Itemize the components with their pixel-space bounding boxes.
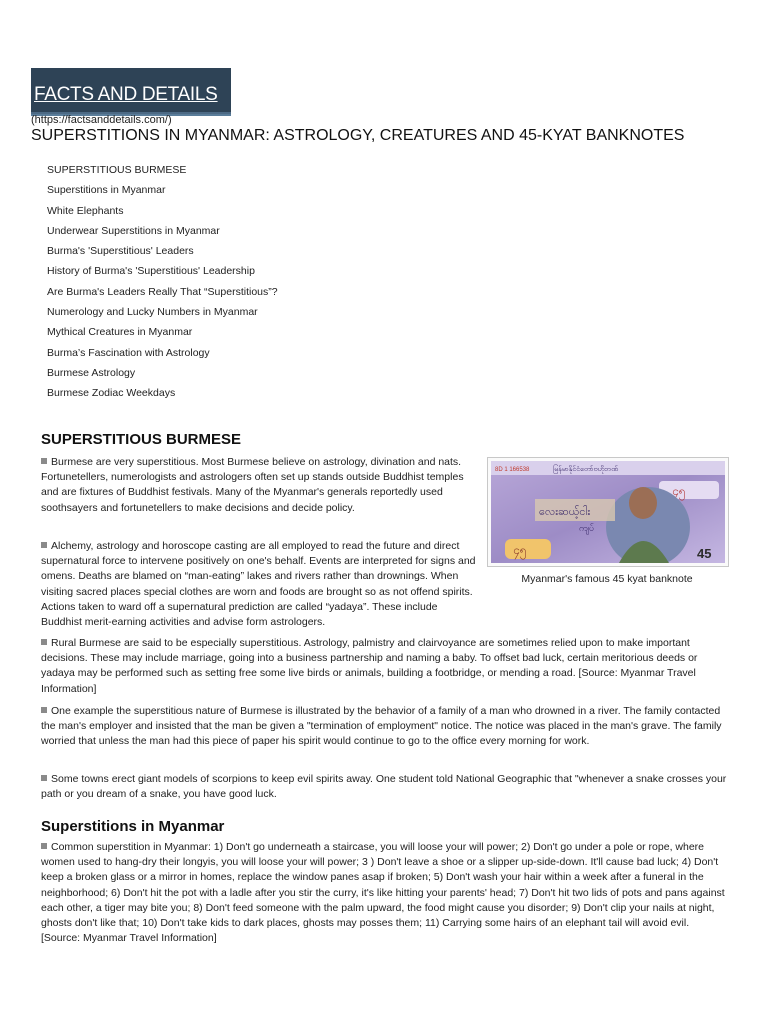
toc-item[interactable]: Burmese Zodiac Weekdays (47, 387, 176, 400)
banknote-burmese-kyat: ကျပ် (579, 524, 595, 534)
page-title: SUPERSTITIONS IN MYANMAR: ASTROLOGY, CREATURES AND 45-KYAT BANKNOTES (31, 127, 685, 144)
bullet-icon (41, 458, 47, 464)
table-of-contents (47, 160, 278, 404)
toc-item[interactable]: Burmese Astrology (47, 366, 136, 379)
banknote-burmese-amount: လေးဆယ့်ငါး (539, 505, 591, 518)
numeral-glyph-top: ၄၅ (672, 484, 686, 498)
serial-number: 8D 1 166538 (495, 467, 530, 473)
section-heading-superstitions-in-myanmar: Superstitions in Myanmar (41, 818, 225, 835)
toc-item[interactable]: Burma's 'Superstitious' Leaders (47, 245, 194, 258)
toc-item[interactable]: Numerology and Lucky Numbers in Myanmar (47, 306, 258, 319)
toc-item[interactable]: Are Burma's Leaders Really That “Superstitious”? (47, 285, 278, 298)
figure-caption: Myanmar's famous 45 kyat banknote (521, 573, 693, 585)
banknote-image (491, 461, 725, 563)
bullet-icon (41, 639, 47, 645)
section-heading-superstitious-burmese: SUPERSTITIOUS BURMESE (41, 431, 242, 448)
bullet-icon (41, 542, 47, 548)
toc-item[interactable]: Underwear Superstitions in Myanmar (47, 224, 220, 237)
numeral-glyph-bottom: ၄၅ (513, 543, 527, 557)
toc-item[interactable]: Superstitions in Myanmar (47, 184, 166, 197)
toc-item[interactable]: Mythical Creatures in Myanmar (47, 326, 193, 339)
toc-item[interactable]: White Elephants (47, 204, 124, 217)
paragraph: One example the superstitious nature of Burmese is illustrated by the behavior of a family of a man who drowned in a river. The family contacted the man's employer and insisted that the man be given a "termination of employment" notice. The notice was placed in the man's grave. The family worried that unless the man had this piece of paper his spirit would continue to go to the office every morning for work. (41, 705, 722, 748)
bullet-icon (41, 707, 47, 713)
site-url: (https://factsanddetails.com/) (31, 114, 172, 126)
bullet-icon (41, 843, 47, 849)
banknote-burmese-title: မြန်မာနိုင်ငံတော်ဗဟိုဘဏ် (553, 465, 619, 473)
banknote-figure (487, 457, 729, 567)
paragraph: Alchemy, astrology and horoscope casting are all employed to read the future and direct supernatural force to intervene positively on one's behalf. Events are interpreted for signs and omens. Deaths are blamed on “man-eating” lakes and rivers rather than drownings. When visiting sacred places special clothes are worn and foods are brought so as not offend spirits. Actions taken to ward off a supernatural prediction are called “yadaya”. These include Buddhist merit-earning activities and advise form astrologers. (41, 540, 476, 629)
paragraph: Rural Burmese are said to be especially superstitious. Astrology, palmistry and clairvoyance are sometimes relied upon to make important decisions. These may include marriage, going into a business partnership and naming a baby. To offset bad luck, certain meritorious deeds or yadaya may be performed such as setting free some live birds or animals, building a footbridge, or mending a road. [Source: Myanmar Travel Information] (41, 637, 698, 695)
denomination-value: 45 (697, 546, 712, 561)
toc-item[interactable]: Burma’s Fascination with Astrology (47, 346, 210, 359)
paragraph: Some towns erect giant models of scorpions to keep evil spirits away. One student told National Geographic that "whenever a snake crosses your path or you dream of a snake, you have good luck. (41, 773, 727, 801)
site-logo[interactable] (31, 68, 231, 116)
paragraph: Common superstition in Myanmar: 1) Don't go underneath a staircase, you will loose your will power; 2) Don't go under a pole or rope, where women used to hang-dry their longyis, you will loose your will power; 3 ) Don't leave a shoe or a slipper up-side-down. It'll cause bad luck; 4) Don't keep a broken glass or a mirror in homes, replace the window panes asap if broken; 5) Don't wash your hair within a week after a funeral in the neighborhood; 6) Don't hit the pot with a ladle after you stir the curry, it's like hitting your parents' head; 7) Don't hit two lids of pots and pans against each other, a tiger may bite you; 8) Don't feed someone with the palm upward, the food might cause you disorder; 9) Don't clip your nails at night, ghosts don't like that; 10) Don't take kids to dark places, ghosts may posses them; 11) Carrying some hairs of an elephant tail will avoid evil. [Source: Myanmar Travel Information] (41, 841, 725, 945)
paragraph: Burmese are very superstitious. Most Burmese believe on astrology, divination and nats. Fortunetellers, numerologists and astrologers often set up stands outside Buddhist temples and are fixtures of Buddhist festivals. Many of the Myanmar's generals reportedly used soothsayers and fortunetellers to make decisions and decide policy. (41, 456, 464, 514)
bullet-icon (41, 775, 47, 781)
toc-item[interactable]: History of Burma's 'Superstitious' Leadership (47, 265, 255, 278)
logo-text[interactable]: FACTS AND DETAILS (34, 84, 218, 105)
toc-item[interactable]: SUPERSTITIOUS BURMESE (47, 164, 187, 176)
